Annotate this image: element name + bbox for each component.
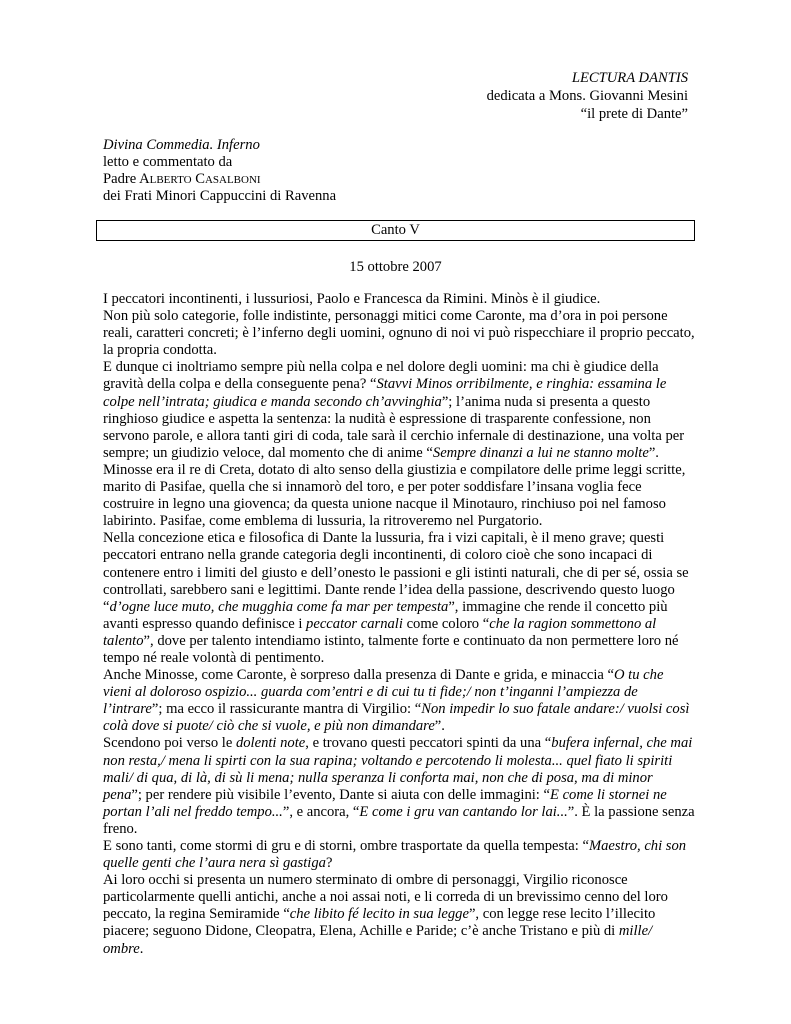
quotation-italic: Sempre dinanzi a lui ne stanno molte <box>432 444 649 461</box>
paragraph <box>103 530 695 667</box>
author-last-name-smallcaps: ASALBONI <box>204 174 261 186</box>
quotation-italic: E come li stornei ne portan l’ali nel freddo tempo... <box>103 786 667 820</box>
quotation-italic: dolenti note <box>235 735 306 752</box>
paragraph-text: come coloro “ <box>402 615 490 632</box>
quotation-italic: Non impedir lo suo fatale andare:/ vuolsi così colà dove si puote/ ciò che si vuole, e più non dimandare <box>103 701 690 735</box>
paragraph-text: ”; l’anima nuda si presenta a questo ringhioso giudice e aspetta la sentenza: la nudità è espressione di trasparente confessione, non servono parole, e allora tanti giri di coda, tale sarà il cerchio infernale di destinazione, una volta per sempre; un giudizio veloce, dal momento che di anime “ <box>103 393 685 461</box>
dedication-line: dedicata a Mons. Giovanni Mesini <box>486 88 688 104</box>
paragraph <box>103 291 695 308</box>
quotation-italic: peccator carnali <box>306 615 403 632</box>
lecture-date: 15 ottobre 2007 <box>349 259 442 275</box>
paragraph-text: I peccatori incontinenti, i lussuriosi, Paolo e Francesca da Rimini. Minòs è il giudice. <box>103 291 601 307</box>
paragraph-text: E dunque ci inoltriamo sempre più nella colpa e nel dolore degli uomini: ma chi è giudice della gravità della colpa e della conseguente pena? “ <box>103 359 659 393</box>
author-mid: C <box>191 171 205 187</box>
paragraph <box>103 735 695 838</box>
paragraph-text: ”. <box>434 718 445 735</box>
paragraph <box>103 667 695 735</box>
paragraph-text: Anche Minosse, come Caronte, è sorpreso dalla presenza di Dante e grida, e minaccia “ <box>103 667 614 684</box>
author-name <box>103 171 503 188</box>
canto-heading: Canto V <box>96 220 695 241</box>
paragraph-text: Nella concezione etica e filosofica di Dante la lussuria, fra i vizi capitali, è il meno grave; questi peccatori entrano nella grande categoria degli incontinenti, di coloro cioè che sono incapaci di contenere entro i limiti del giusto e dell’onesto le passioni e gli istinti naturali, che di per sé, ossia se controllati, sarebbero sani e legittimi. Dante rende l’idea della passione, descrivendo questo luogo “ <box>103 530 689 615</box>
dedication-epithet: “il prete di Dante” <box>580 106 688 122</box>
paragraph-text: Ai loro occhi si presenta un numero sterminato di ombre di personaggi, Virgilio riconosce particolarmente quelli antichi, anche a noi assai noti, e li correda di un brevissimo cenno del loro peccato, la regina Semiramide “ <box>103 872 668 923</box>
commentary-body <box>103 291 695 958</box>
quotation-italic: che libito fé lecito in sua legge <box>289 906 469 923</box>
paragraph-text: ”, dove per talento intendiamo istinto, talmente forte e continuato da non permettere loro né tempo né reale volontà di pentimento. <box>103 632 679 666</box>
paragraph-text: . <box>139 940 144 957</box>
paragraph <box>103 308 695 359</box>
paragraph-text: ? <box>325 855 333 872</box>
quotation-italic: Stavvi Minos orribilmente, e ringhia: essamina le colpe nell’intrata; giudica e manda secondo ch’avvinghia <box>103 376 667 410</box>
paragraph-text: Minosse era il re di Creta, dotato di alto senso della giustizia e compilatore delle prime leggi scritte, marito di Pasifae, quella che si innamorò del toro, e per poter soddisfare l’insana voglia fece costruire in legno una giovenca; da questa unione nacque il Minotauro, rinchiuso poi nel famoso labirinto. Pasifae, come emblema di lussuria, la ritroveremo nel Purgatorio. <box>103 461 686 530</box>
paragraph <box>103 462 695 530</box>
paragraph-text: ”. <box>648 444 659 461</box>
paragraph-text: ”, immagine che rende il concetto più avanti espresso quando definisce i <box>103 598 668 632</box>
quotation-italic: E come i gru van cantando lor lai... <box>359 803 568 820</box>
paragraph-text: ”, con legge rese lecito l’illecito piacere; seguono Didone, Cleopatra, Elena, Achille e Paride; c’è anche Tristano e più di <box>103 906 656 940</box>
order-line: dei Frati Minori Cappuccini di Ravenna <box>103 188 337 204</box>
series-title: LECTURA DANTIS <box>571 70 688 86</box>
paragraph-text: Scendono poi verso le <box>103 735 236 752</box>
paragraph-text: Non più solo categorie, folle indistinte, personaggi mitici come Caronte, ma d’ora in poi persone reali, caratteri concreti; è l’inferno degli uomini, ognuno di noi vi può rispecchiare il proprio peccato, la propria condotta. <box>103 308 695 359</box>
paragraph-text: ”; ma ecco il rassicurante mantra di Virgilio: “ <box>151 701 422 718</box>
paragraph-text: ”; per rendere più visibile l’evento, Dante si aiuta con delle immagini: “ <box>131 786 550 803</box>
quotation-italic: Maestro, chi son quelle genti che l’aura nera sì gastiga <box>103 838 687 872</box>
paragraph <box>103 359 695 462</box>
paragraph-text: ”, e ancora, “ <box>282 803 360 820</box>
quotation-italic: d’ogne luce muto, che mugghia come fa mar per tempesta <box>109 598 449 615</box>
paragraph <box>103 838 695 872</box>
commentary-line: letto e commentato da <box>103 154 233 170</box>
work-title: Divina Commedia. Inferno <box>103 137 260 153</box>
paragraph-text: E sono tanti, come stormi di gru e di storni, ombre trasportate da quella tempesta: “ <box>103 838 589 854</box>
quotation-italic: O tu che vieni al doloroso ospizio... guarda com’entri e di cui tu ti fide;/ non t’inganni l’ampiezza de l’intrare <box>103 667 664 718</box>
paragraph-text: ”. È la passione senza freno. <box>103 803 695 837</box>
author-prefix: Padre A <box>103 171 150 187</box>
quotation-italic: che la ragion sommettono al talento <box>103 615 657 649</box>
quotation-italic: mille/ ombre <box>103 923 653 957</box>
dedication-block <box>288 69 688 123</box>
author-first-name-smallcaps: LBERTO <box>149 174 192 186</box>
author-block <box>103 137 503 205</box>
paragraph-text: , e trovano questi peccatori spinti da una “ <box>305 735 552 752</box>
paragraph <box>103 872 695 957</box>
quotation-italic: bufera infernal, che mai non resta,/ mena li spirti con la sua rapina; voltando e percotendo li molesta... quel fiato li spiriti mali/ di qua, di là, di sù li mena; nulla speranza li conforta mai, non che di posa, ma di minor pena <box>103 735 693 803</box>
